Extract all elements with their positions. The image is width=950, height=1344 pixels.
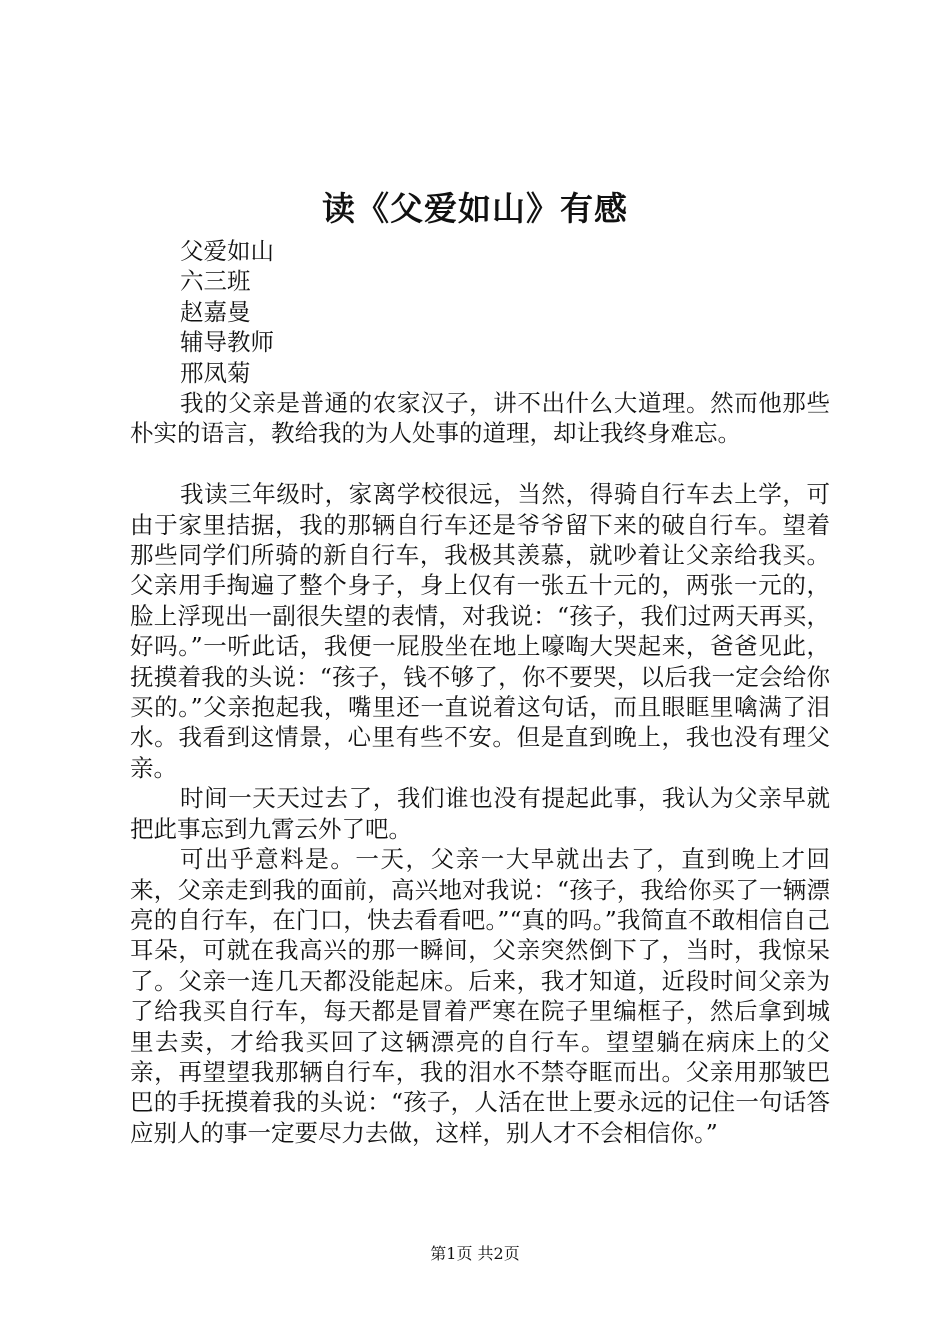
paragraph-intro: 我的父亲是普通的农家汉子，讲不出什么大道理。然而他那些朴实的语言，教给我的为人处事的道理，却让我终身难忘。 [130,389,830,448]
document-title: 读《父爱如山》有感 [322,189,628,228]
paragraph-surprise: 可出乎意料是。一天，父亲一大早就出去了，直到晚上才回来，父亲走到我的面前，高兴地对我说：“孩子，我给你买了一辆漂亮的自行车，在门口，快去看看吧。”“真的吗。”我简直不敢相信自己耳朵，可就在我高兴的那一瞬间，父亲突然倒下了，当时，我惊呆了。父亲一连几天都没能起床。后来，我才知道，近段时间父亲为了给我买自行车，每天都是冒着严寒在院子里编框子，然后拿到城里去卖，才给我买回了这辆漂亮的自行车。望望躺在病床上的父亲，再望望我那辆自行车，我的泪水不禁夺眶而出。父亲用那皱巴巴的手抚摸着我的头说：“孩子，人活在世上要永远的记住一句话答应别人的事一定要尽力去做，这样，别人才不会相信你。” [130,845,830,1147]
paragraph-time-passes: 时间一天天过去了，我们谁也没有提起此事，我认为父亲早就把此事忘到九霄云外了吧。 [130,784,830,843]
page-footer: 第1页 共2页 [430,1244,520,1263]
meta-teacher-name: 邢凤菊 [180,358,251,387]
meta-essay-title: 父爱如山 [180,237,274,265]
document-body [130,236,830,1148]
blank-line [130,449,830,479]
meta-teacher-label: 辅导教师 [180,328,274,357]
meta-class: 六三班 [180,267,251,296]
paragraph-bicycle-story: 我读三年级时，家离学校很远，当然，得骑自行车去上学，可由于家里拮据，我的那辆自行车还是爷爷留下来的破自行车。望着那些同学们所骑的新自行车，我极其羡慕，就吵着让父亲给我买。父亲用手掏遍了整个身子，身上仅有一张五十元的，两张一元的，脸上浮现出一副很失望的表情，对我说：“孩子，我们过两天再买，好吗。”一听此话，我便一屁股坐在地上嚎啕大哭起来，爸爸见此，抚摸着我的头说：“孩子，钱不够了，你不要哭，以后我一定会给你买的。”父亲抱起我，嘴里还一直说着这句话，而且眼眶里噙满了泪水。我看到这情景，心里有些不安。但是直到晚上，我也没有理父亲。 [130,480,830,782]
meta-author: 赵嘉曼 [180,297,251,326]
